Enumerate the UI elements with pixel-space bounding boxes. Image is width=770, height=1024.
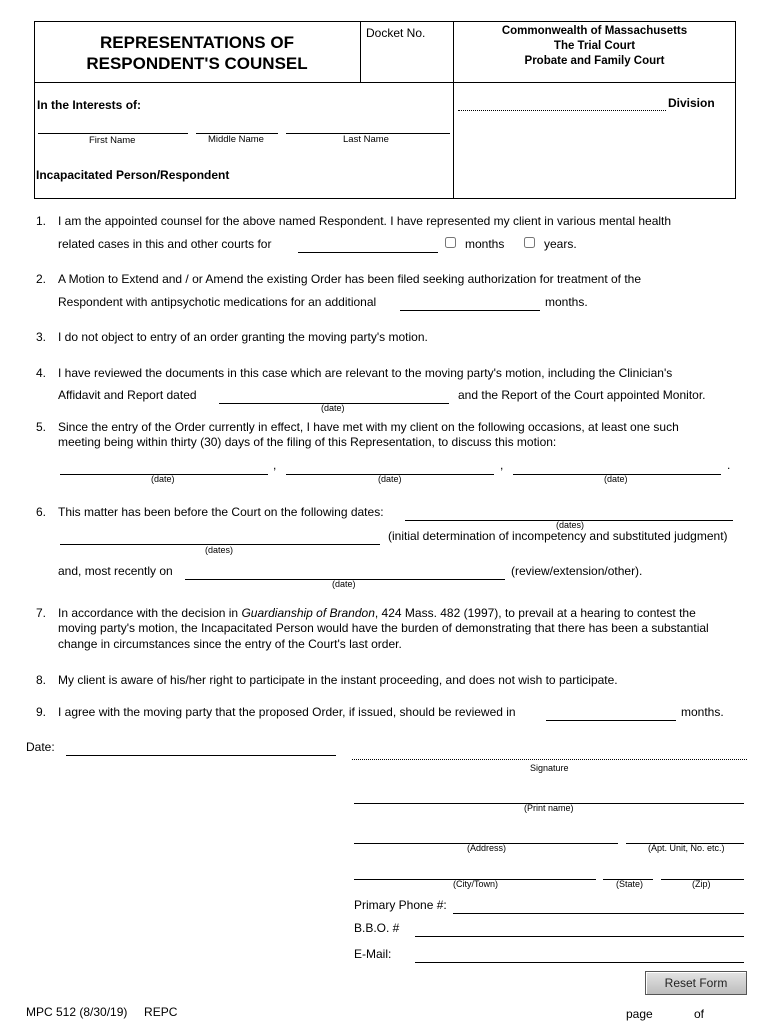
clinician-report-date-field[interactable]: [219, 389, 449, 404]
additional-months-field[interactable]: [400, 296, 540, 311]
zip-caption: (Zip): [692, 879, 711, 889]
court-name: [454, 24, 735, 69]
item-4-text-line2: Affidavit and Report dated: [58, 388, 197, 402]
signature-caption: Signature: [530, 763, 569, 773]
meeting-date-separator-2: ,: [500, 458, 504, 472]
primary-phone-label: Primary Phone #:: [354, 898, 447, 912]
review-months-field[interactable]: [546, 706, 676, 721]
print-name-field[interactable]: [354, 789, 744, 804]
item-2-text-line1: A Motion to Extend and / or Amend the existing Order has been filed seeking authorization for treatment of the: [58, 272, 642, 286]
reset-form-button[interactable]: Reset Form: [645, 971, 747, 995]
middle-name-field[interactable]: [196, 119, 278, 134]
item-4-text-line1: I have reviewed the documents in this case which are relevant to the moving party's motion, including the Clinician's: [58, 366, 673, 380]
page-label: page: [626, 1007, 653, 1021]
first-name-caption: First Name: [89, 135, 136, 146]
form-title: [34, 32, 360, 74]
address-caption: (Address): [467, 843, 507, 853]
item-7-number: 7.: [36, 606, 47, 620]
item-9-months-label: months.: [681, 705, 724, 719]
item-8-number: 8.: [36, 673, 47, 687]
division-label: Division: [668, 96, 715, 110]
months-checkbox[interactable]: [445, 237, 456, 248]
city-caption: (City/Town): [453, 879, 499, 889]
item-2-text-line2: Respondent with antipsychotic medications for an additional: [58, 295, 377, 309]
interests-label: In the Interests of:: [37, 98, 142, 112]
item-2-number: 2.: [36, 272, 47, 286]
court-dates-field[interactable]: [405, 506, 733, 521]
item-9-text: I agree with the moving party that the proposed Order, if issued, should be reviewed in: [58, 705, 516, 719]
years-label: years.: [544, 237, 577, 251]
form-title-line2: RESPONDENT'S COUNSEL: [86, 54, 308, 73]
meeting-date-3-caption: (date): [604, 474, 628, 484]
city-field[interactable]: [354, 865, 596, 880]
item-1-text-line2: related cases in this and other courts for: [58, 237, 272, 251]
of-label: of: [694, 1007, 705, 1021]
date-label: Date:: [26, 740, 55, 754]
primary-phone-field[interactable]: [453, 899, 744, 914]
item-6-review-text: (review/extension/other).: [511, 564, 643, 578]
division-field[interactable]: [458, 96, 666, 111]
representation-duration-field[interactable]: [298, 238, 438, 253]
item-2-months-label: months.: [545, 295, 588, 309]
docket-label: Docket No.: [366, 26, 426, 40]
form-title-line1: REPRESENTATIONS OF: [100, 33, 294, 52]
court-line1: Commonwealth of Massachusetts: [501, 25, 688, 37]
item-6-text-line1: This matter has been before the Court on the following dates:: [58, 505, 384, 519]
middle-name-caption: Middle Name: [208, 134, 264, 145]
court-line2: The Trial Court: [553, 40, 636, 52]
page-number-field[interactable]: [658, 1005, 692, 1021]
item-7-text-post: , 424 Mass. 482 (1997), to prevail at a hearing to contest the: [374, 606, 696, 620]
item-4-number: 4.: [36, 366, 47, 380]
page-total-field[interactable]: [710, 1005, 744, 1021]
incapacitated-person-label: Incapacitated Person/Respondent: [36, 168, 230, 182]
meeting-date-separator-1: ,: [273, 458, 277, 472]
item-5-text-line1: Since the entry of the Order currently in effect, I have met with my client on the following occasions, at least one such: [58, 420, 679, 434]
case-citation: Guardianship of Brandon: [241, 606, 375, 620]
state-field[interactable]: [603, 865, 653, 880]
last-name-caption: Last Name: [343, 134, 389, 145]
item-3-number: 3.: [36, 330, 47, 344]
item-1-number: 1.: [36, 214, 47, 228]
address-field[interactable]: [354, 829, 618, 844]
docket-number-field[interactable]: [364, 44, 454, 76]
item-7-text-line3: change in circumstances since the entry of the Court's last order.: [58, 637, 402, 651]
most-recent-date-caption: (date): [332, 579, 356, 589]
apt-caption: (Apt. Unit, No. etc.): [648, 843, 725, 853]
zip-field[interactable]: [661, 865, 744, 880]
email-label: E-Mail:: [354, 947, 392, 961]
item-3-text: I do not object to entry of an order granting the moving party's motion.: [58, 330, 428, 344]
print-name-caption: (Print name): [524, 803, 574, 813]
item-9-number: 9.: [36, 705, 47, 719]
most-recent-date-field[interactable]: [185, 565, 505, 580]
meeting-date-1-caption: (date): [151, 474, 175, 484]
meeting-date-2-field[interactable]: [286, 460, 494, 475]
months-label: months: [465, 237, 505, 251]
item-6-initial-determination-text: (initial determination of incompetency and substituted judgment): [388, 529, 728, 543]
bbo-field[interactable]: [415, 922, 744, 937]
item-6-number: 6.: [36, 505, 47, 519]
header-divider-horizontal: [34, 82, 735, 83]
years-checkbox[interactable]: [524, 237, 535, 248]
email-field[interactable]: [415, 948, 744, 963]
item-7-text-line2: moving party's motion, the Incapacitated Person would have the burden of demonstrating that there has been a substantial: [58, 621, 709, 635]
item-5-number: 5.: [36, 420, 47, 434]
item-6-recent-label: and, most recently on: [58, 564, 173, 578]
item-4-date-caption: (date): [321, 403, 345, 413]
meeting-date-2-caption: (date): [378, 474, 402, 484]
bbo-label: B.B.O. #: [354, 921, 400, 935]
meeting-date-1-field[interactable]: [60, 460, 268, 475]
item-8-text: My client is aware of his/her right to participate in the instant proceeding, and does not wish to participate.: [58, 673, 618, 687]
state-caption: (State): [616, 879, 644, 889]
first-name-field[interactable]: [38, 119, 188, 134]
item-7-text-line1: [58, 606, 696, 620]
meeting-date-3-field[interactable]: [513, 460, 721, 475]
item-5-text-line2: meeting being within thirty (30) days of the filing of this Representation, to discuss this motion:: [58, 435, 557, 449]
form-id: MPC 512 (8/30/19) REPC: [26, 1005, 178, 1019]
signature-line: [352, 759, 747, 760]
item-4-text-line2-end: and the Report of the Court appointed Monitor.: [458, 388, 706, 402]
last-name-field[interactable]: [286, 119, 450, 134]
apt-field[interactable]: [626, 829, 744, 844]
initial-determination-dates-caption: (dates): [205, 545, 234, 555]
court-dates-caption: (dates): [556, 520, 585, 530]
item-1-text-line1: I am the appointed counsel for the above named Respondent. I have represented my client in various mental health: [58, 214, 672, 228]
initial-determination-dates-field[interactable]: [60, 530, 380, 545]
date-field[interactable]: [66, 741, 336, 756]
court-line3: Probate and Family Court: [524, 55, 665, 67]
item-7-text-pre: In accordance with the decision in: [58, 606, 242, 620]
header-divider-left: [360, 21, 361, 82]
meeting-date-end: .: [727, 458, 731, 472]
